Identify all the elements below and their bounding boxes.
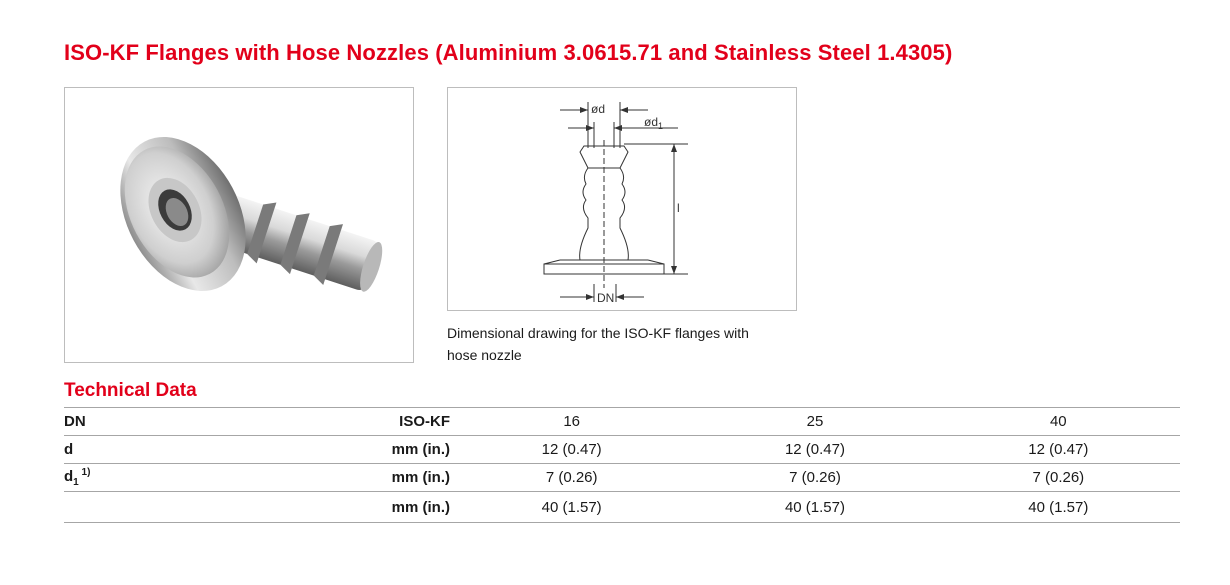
cell-value: 7 (0.26): [693, 464, 936, 492]
dim-label-dn: DN: [597, 291, 615, 305]
cell-value: 40 (1.57): [450, 492, 693, 523]
drawing-caption: Dimensional drawing for the ISO-KF flanges with hose nozzle: [447, 325, 749, 363]
technical-data-table: [64, 407, 1180, 523]
table-row: [64, 464, 1180, 492]
cell-value: 12 (0.47): [693, 436, 936, 464]
cell-value: 16: [450, 408, 693, 436]
table-row: [64, 408, 1180, 436]
dim-label-d: ød: [591, 102, 606, 116]
dim-label-l: l: [677, 201, 680, 215]
cell-value: 12 (0.47): [450, 436, 693, 464]
page-title: ISO-KF Flanges with Hose Nozzles (Aluminium 3.0615.71 and Stainless Steel 1.4305): [64, 40, 953, 65]
row-label: d: [64, 436, 331, 464]
row-unit: mm (in.): [331, 464, 450, 492]
cell-value: 40 (1.57): [937, 492, 1180, 523]
product-photo: [64, 87, 414, 363]
row-label: DN: [64, 408, 331, 436]
cell-value: 25: [693, 408, 936, 436]
hose-nozzle-flange-image: [65, 88, 413, 362]
dimension-drawing-svg: [448, 88, 796, 310]
cell-value: 12 (0.47): [937, 436, 1180, 464]
cell-value: 7 (0.26): [937, 464, 1180, 492]
section-title: Technical Data: [64, 380, 197, 401]
row-unit: mm (in.): [331, 492, 450, 523]
table-row: [64, 436, 1180, 464]
dimensional-drawing: [447, 87, 797, 311]
row-label: $d_1$ $^{1)}$: [64, 464, 331, 492]
row-unit: ISO-KF: [331, 408, 450, 436]
table-row: [64, 492, 1180, 523]
row-unit: mm (in.): [331, 436, 450, 464]
cell-value: 40 (1.57): [693, 492, 936, 523]
cell-value: 7 (0.26): [450, 464, 693, 492]
row-label: [64, 492, 331, 523]
dim-label-d1: $ød_1$: [644, 115, 664, 131]
cell-value: 40: [937, 408, 1180, 436]
